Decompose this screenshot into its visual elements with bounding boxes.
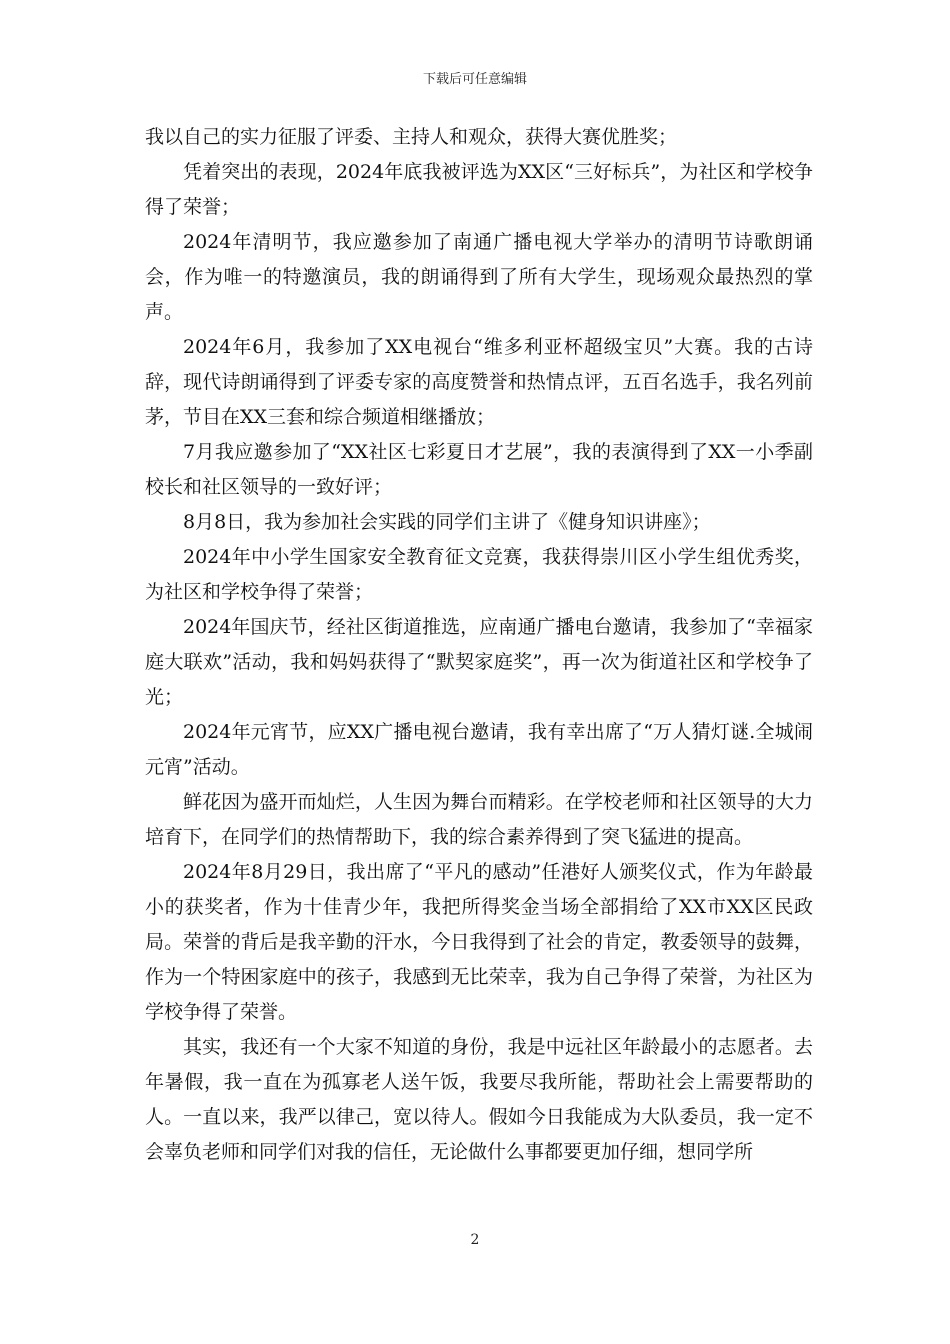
paragraph-9: 2024年元宵节，应XX广播电视台邀请，我有幸出席了“万人猜灯谜.全城闹元宵”活动。: [145, 721, 813, 778]
page-number: 2: [470, 1232, 480, 1248]
paragraph-6: 8月8日，我为参加社会实践的同学们主讲了《健身知识讲座》；: [183, 511, 711, 533]
paragraph-8: 2024年国庆节，经社区街道推选，应南通广播电台邀请，我参加了“幸福家庭大联欢”活动，我和妈妈获得了“默契家庭奖”，再一次为街道社区和学校争了光；: [145, 616, 813, 708]
paragraph-12: 其实，我还有一个大家不知道的身份，我是中远社区年龄最小的志愿者。去年暑假，我一直在为孤寡老人送午饭，我要尽我所能，帮助社会上需要帮助的人。一直以来，我严以律己，宽以待人。假如今日我能成为大队委员，我一定不会辜负老师和同学们对我的信任，无论做什么事都要更加仔细，想同学所: [145, 1036, 813, 1163]
paragraph-4: 2024年6月，我参加了XX电视台“维多利亚杯超级宝贝”大赛。我的古诗辞，现代诗朗诵得到了评委专家的高度赞誉和热情点评，五百名选手，我名列前茅，节目在XX三套和综合频道相继播放；: [145, 336, 813, 428]
paragraph-7: 2024年中小学生国家安全教育征文竞赛，我获得崇川区小学生组优秀奖，为社区和学校争得了荣誉；: [145, 546, 813, 603]
paragraph-1: 我以自己的实力征服了评委、主持人和观众，获得大赛优胜奖；: [145, 126, 678, 148]
page-header: 下载后可任意编辑: [422, 72, 527, 87]
document-body: [145, 120, 813, 1170]
paragraph-5: 7月我应邀参加了“XX社区七彩夏日才艺展”，我的表演得到了XX一小季副校长和社区领导的一致好评；: [145, 441, 813, 498]
paragraph-3: 2024年清明节，我应邀参加了南通广播电视大学举办的清明节诗歌朗诵会，作为唯一的特邀演员，我的朗诵得到了所有大学生，现场观众最热烈的掌声。: [145, 231, 813, 323]
paragraph-11: 2024年8月29日，我出席了“平凡的感动”任港好人颁奖仪式，作为年龄最小的获奖者，作为十佳青少年，我把所得奖金当场全部捐给了XX市XX区民政局。荣誉的背后是我辛勤的汗水，今日我得到了社会的肯定，教委领导的鼓舞，作为一个特困家庭中的孩子，我感到无比荣幸，我为自己争得了荣誉，为社区为学校争得了荣誉。: [145, 861, 813, 1023]
paragraph-2: 凭着突出的表现，2024年底我被评选为XX区“三好标兵”，为社区和学校争得了荣誉；: [145, 161, 813, 218]
paragraph-10: 鲜花因为盛开而灿烂，人生因为舞台而精彩。在学校老师和社区领导的大力培育下，在同学们的热情帮助下，我的综合素养得到了突飞猛进的提高。: [145, 791, 813, 848]
